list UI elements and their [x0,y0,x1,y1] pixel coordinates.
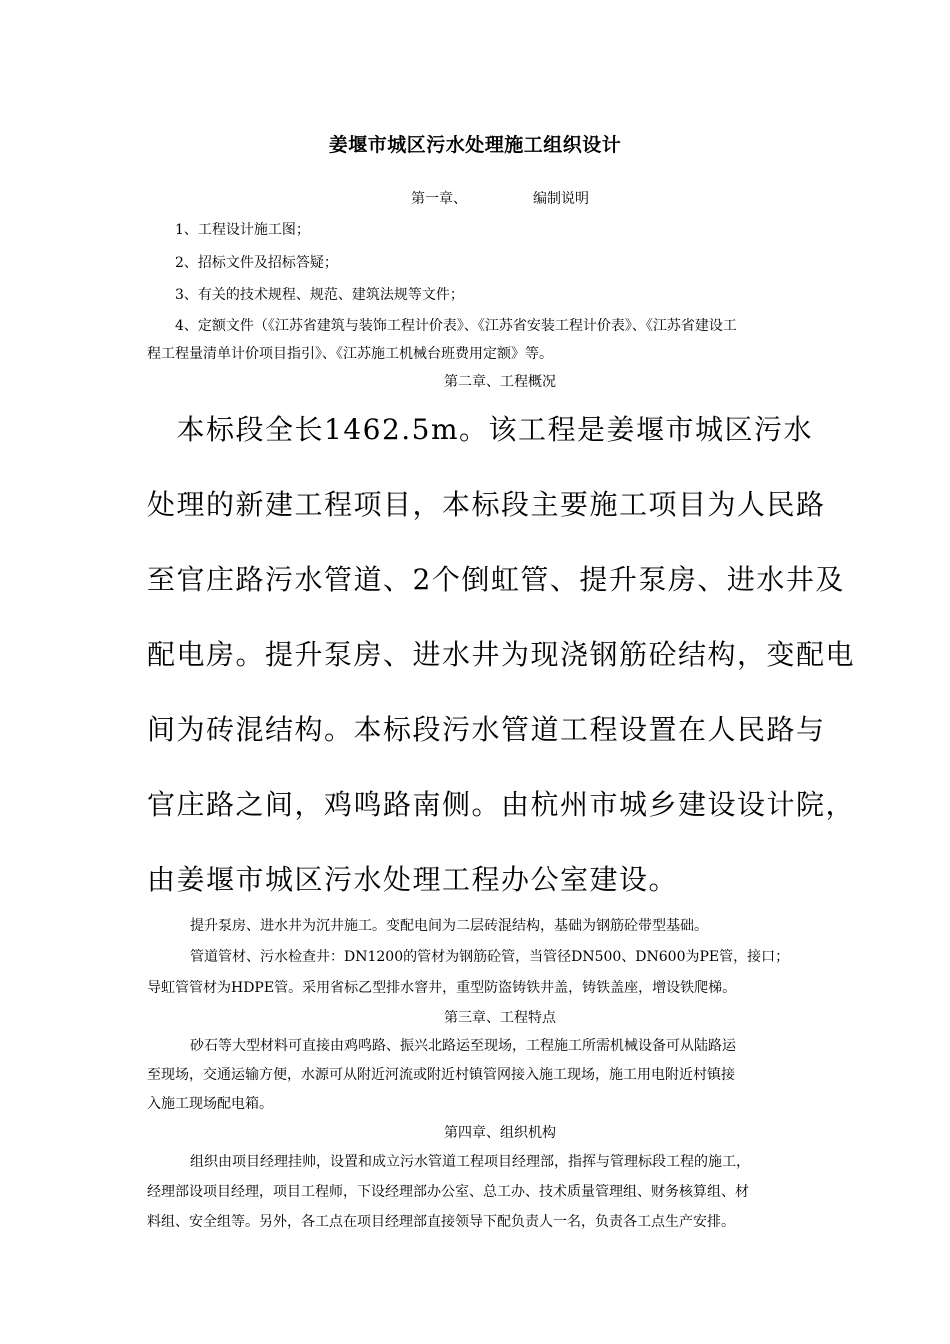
list-item: 1、工程设计施工图； [175,222,310,238]
paragraph-line: 组织由项目经理挂帅，设置和成立污水管道工程项目经理部，指挥与管理标段工程的施工， [190,1154,750,1170]
chapter1-heading [0,188,950,208]
paragraph-line: 提升泵房、进水井为沉井施工。变配电间为二层砖混结构，基础为钢筋砼带型基础。 [190,918,708,934]
list-item: 3、有关的技术规程、规范、建筑法规等文件； [175,287,464,303]
paragraph-line: 入施工现场配电箱。 [147,1096,273,1112]
chapter2-heading: 第二章、工程概况 [444,374,556,390]
paragraph-line: 至现场，交通运输方便，水源可从附近河流或附近村镇管网接入施工现场，施工用电附近村镇接 [147,1067,735,1083]
list-item: 2、招标文件及招标答疑； [175,255,338,271]
paragraph-line: 经理部设项目经理，项目工程师，下设经理部办公室、总工办、技术质量管理组、财务核算组、材 [147,1184,749,1200]
summary-line: 本标段全长1462.5m。该工程是姜堰市城区污水 [147,413,814,446]
summary-line: 官庄路之间，鸡鸣路南侧。由杭州市城乡建设设计院， [147,788,856,821]
document-title: 姜堰市城区污水处理施工组织设计 [328,134,622,156]
summary-line: 间为砖混结构。本标段污水管道工程设置在人民路与 [147,713,826,746]
summary-line: 至官庄路污水管道、2个倒虹管、提升泵房、进水井及 [147,563,845,596]
paragraph-line: 导虹管管材为HDPE管。采用省标乙型排水窨井，重型防盗铸铁井盖，铸铁盖座，增设铁爬梯。 [147,980,737,996]
summary-line: 配电房。提升泵房、进水井为现浇钢筋砼结构，变配电 [147,638,856,671]
paragraph-line: 管道管材、污水检查井：DN1200的管材为钢筋砼管，当管径DN500、DN600为PE管，接口； [190,949,790,965]
summary-line: 处理的新建工程项目，本标段主要施工项目为人民路 [147,488,826,521]
chapter3-heading: 第三章、工程特点 [444,1010,556,1026]
chapter1-number: 第一章、 [411,191,467,207]
chapter1-title: 编制说明 [533,191,589,207]
list-item: 4、定额文件（《江苏省建筑与装饰工程计价表》、《江苏省安装工程计价表》、《江苏省建设工 [175,318,737,334]
paragraph-line: 砂石等大型材料可直接由鸡鸣路、振兴北路运至现场，工程施工所需机械设备可从陆路运 [190,1038,736,1054]
list-item-continuation: 程工程量清单计价项目指引》、《江苏施工机械台班费用定额》等。 [147,346,553,362]
paragraph-line: 料组、安全组等。另外，各工点在项目经理部直接领导下配负责人一名，负责各工点生产安排。 [147,1214,735,1230]
summary-line: 由姜堰市城区污水处理工程办公室建设。 [147,863,679,896]
chapter4-heading: 第四章、组织机构 [444,1125,556,1141]
